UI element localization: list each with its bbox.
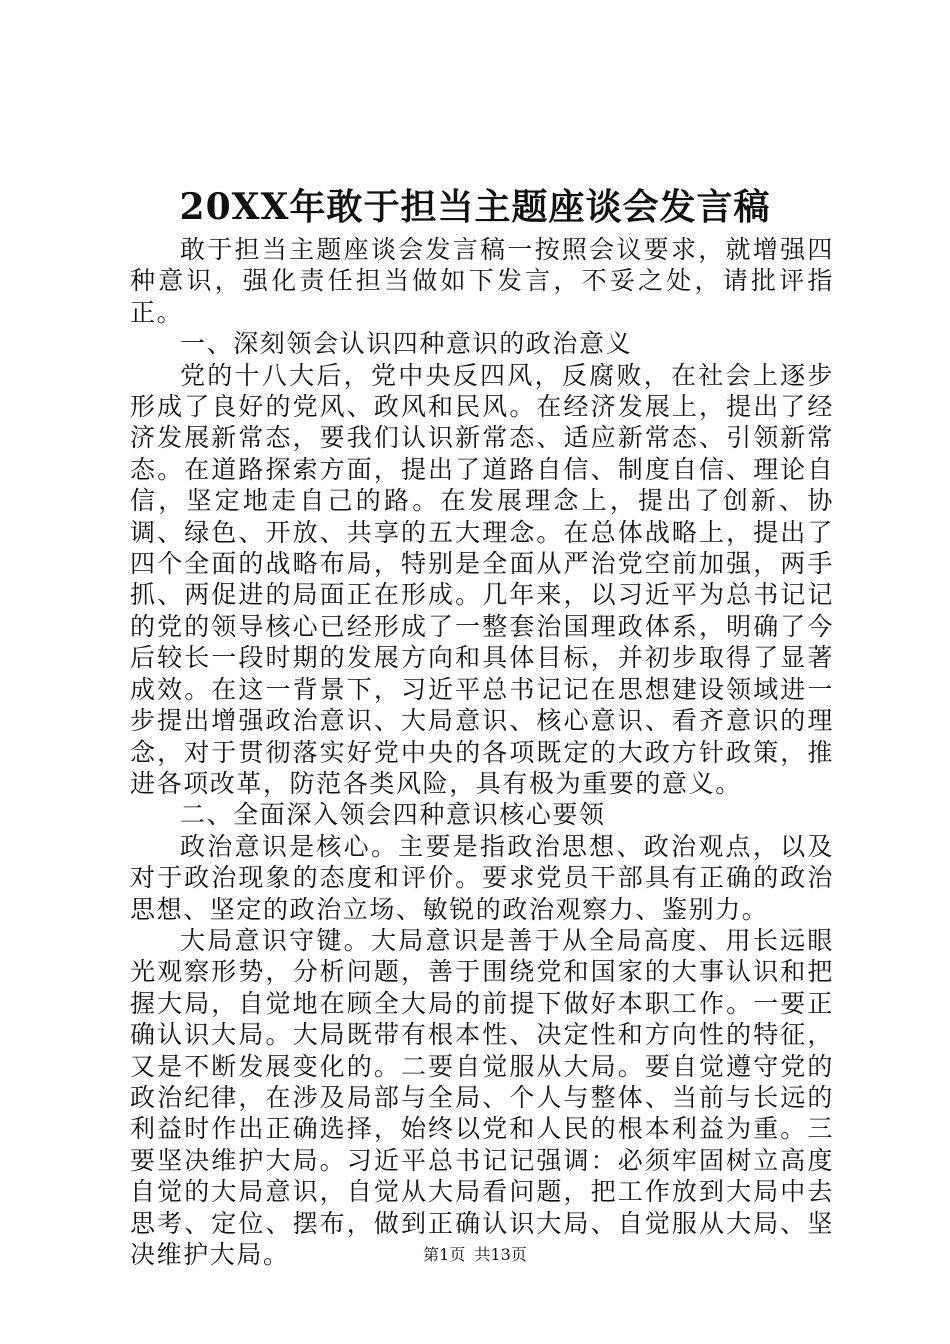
paragraph-political-awareness: 政治意识是核心。主要是指政治思想、政治观点，以及对于政治现象的态度和评价。要求党员干部具有正确的政治思想、坚定的政治立场、敏锐的政治观察力、鉴别力。 — [130, 831, 834, 924]
paragraph-intro: 敢于担当主题座谈会发言稿一按照会议要求，就增强四种意识，强化责任担当做如下发言，不妥之处，请批评指正。 — [130, 235, 834, 327]
document-body — [130, 234, 834, 1270]
page-footer — [0, 1244, 950, 1266]
paragraph-background: 党的十八大后，党中央反四风，反腐败，在社会上逐步形成了良好的党风、政风和民风。在经济发展上，提出了经济发展新常态，要我们认识新常态、适应新常态、引领新常态。在道路探索方面，提出了道路自信、制度自信、理论自信，坚定地走自己的路。在发展理念上，提出了创新、协调、绿色、开放、共享的五大理念。在总体战略上，提出了四个全面的战略布局，特别是全面从严治党空前加强，两手抓、两促进的局面正在形成。几年来，以习近平为总书记记的党的领导核心已经形成了一整套治国理政体系，明确了今后较长一段时期的发展方向和具体目标，并初步取得了显著成效。在这一背景下，习近平总书记记在思想建设领域进一步提出增强政治意识、大局意识、核心意识、看齐意识的理念，对于贯彻落实好党中央的各项既定的大政方针政策，推进各项改革，防范各类风险，具有极为重要的意义。 — [130, 360, 834, 798]
paragraph-overall-awareness: 大局意识守键。大局意识是善于从全局高度、用长远眼光观察形势，分析问题，善于围绕党和国家的大事认识和把握大局，自觉地在顾全大局的前提下做好本职工作。一要正确认识大局。大局既带有根本性、决定性和方向性的特征，又是不断发展变化的。二要自觉服从大局。要自觉遵守党的政治纪律，在涉及局部与全局、个人与整体、当前与长远的利益时作出正确选择，始终以党和人民的根本利益为重。三要坚决维护大局。习近平总书记记强调：必须牢固树立高度自觉的大局意识，自觉从大局看问题，把工作放到大局中去思考、定位、摆布，做到正确认识大局、自觉服从大局、坚决维护大局。 — [130, 925, 834, 1269]
page-total: 共13页 — [474, 1245, 527, 1264]
section-heading-1: 一、深刻领会认识四种意识的政治意义 — [180, 329, 633, 359]
page-number: 第1页 — [423, 1245, 466, 1264]
document-title: 20XX年敢于担当主题座谈会发言稿 — [179, 186, 771, 228]
section-heading-2: 二、全面深入领会四种意识核心要领 — [180, 800, 606, 830]
